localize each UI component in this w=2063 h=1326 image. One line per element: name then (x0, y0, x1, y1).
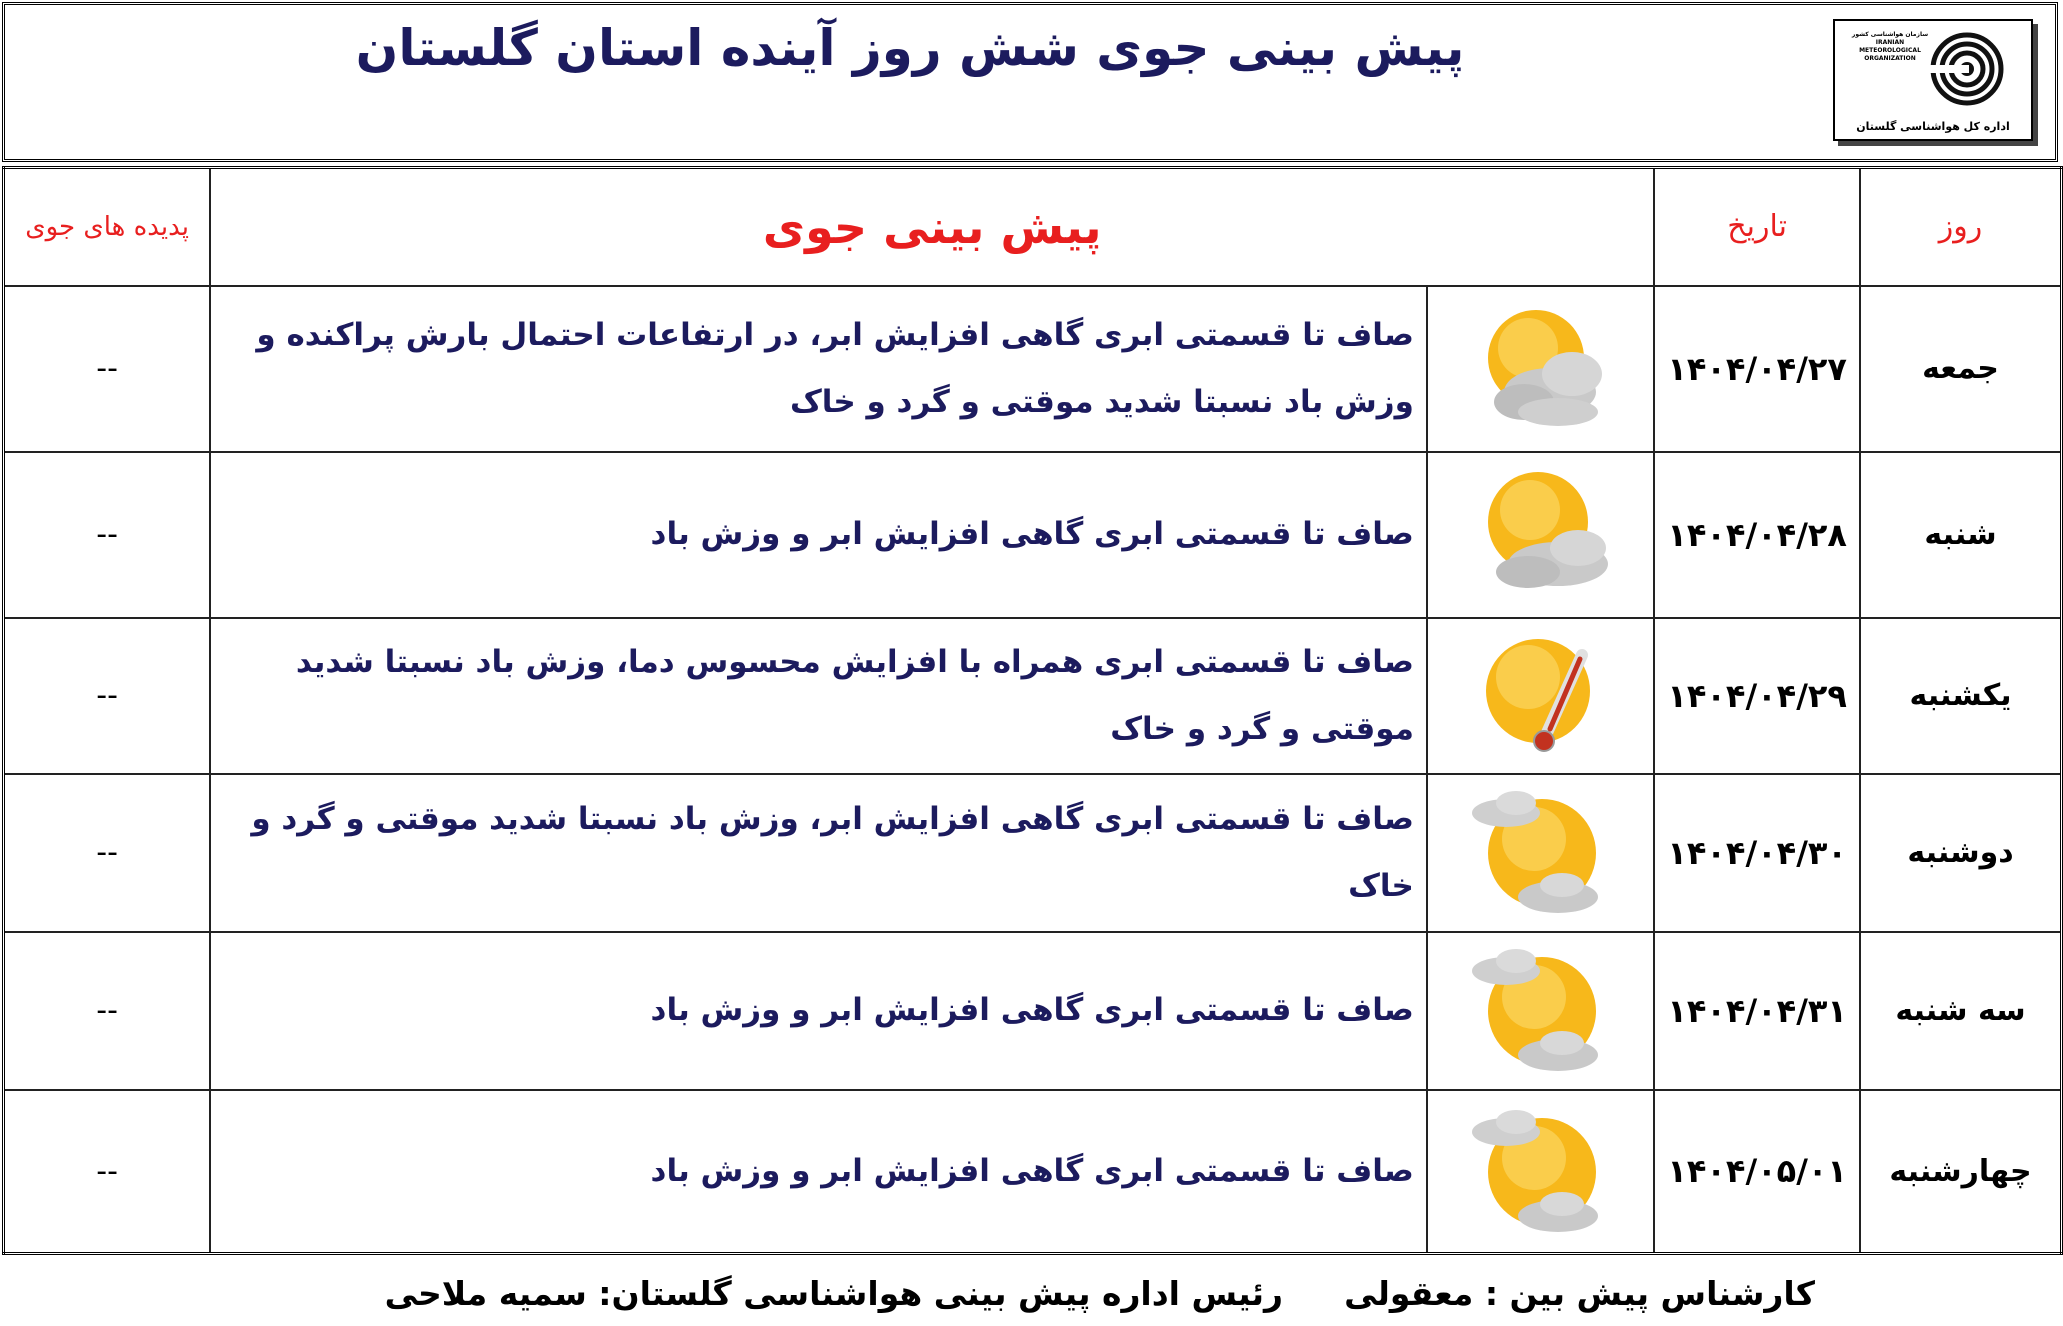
weather-icon-cell (1427, 286, 1654, 452)
table-row (4, 452, 2062, 618)
forecast-description: صاف تا قسمتی ابری همراه با افزایش محسوس دما، وزش باد نسبتا شدید موقتی و گرد و خاک (210, 618, 1427, 774)
footer (0, 1274, 2063, 1326)
phenomena-cell: -- (4, 618, 211, 774)
date-cell: ۱۴۰۴/۰۵/۰۱ (1654, 1090, 1860, 1254)
forecast-description: صاف تا قسمتی ابری گاهی افزایش ابر، در ارتفاعات احتمال بارش پراکنده و وزش باد نسبتا شدید موقتی و گرد و خاک (210, 286, 1427, 452)
day-cell: یکشنبه (1860, 618, 2061, 774)
day-cell: جمعه (1860, 286, 2061, 452)
date-cell: ۱۴۰۴/۰۴/۳۰ (1654, 774, 1860, 932)
hot-sun-icon (1466, 623, 1616, 769)
date-cell: ۱۴۰۴/۰۴/۳۱ (1654, 932, 1860, 1090)
page-title: پیش بینی جوی شش روز آینده استان گلستان (355, 19, 1465, 77)
date-cell: ۱۴۰۴/۰۴/۲۸ (1654, 452, 1860, 618)
column-header-forecast: پیش بینی جوی (210, 168, 1654, 286)
logo-caption: اداره کل هواشناسی گلستان (1856, 120, 2010, 133)
partly-cloudy-icon (1466, 294, 1616, 444)
logo-emblem-icon (1917, 29, 2017, 109)
day-cell: سه شنبه (1860, 932, 2061, 1090)
organization-logo (1833, 19, 2033, 141)
forecast-description: صاف تا قسمتی ابری گاهی افزایش ابر، وزش باد نسبتا شدید موقتی و گرد و خاک (210, 774, 1427, 932)
partly-cloudy-icon (1466, 460, 1616, 610)
date-cell: ۱۴۰۴/۰۴/۲۷ (1654, 286, 1860, 452)
day-cell: چهارشنبه (1860, 1090, 2061, 1254)
forecast-description: صاف تا قسمتی ابری گاهی افزایش ابر و وزش باد (210, 932, 1427, 1090)
table-header-row (4, 168, 2062, 286)
table-row (4, 618, 2062, 774)
table-row (4, 932, 2062, 1090)
day-cell: شنبه (1860, 452, 2061, 618)
forecast-table (2, 166, 2063, 1255)
title-box (2, 2, 2058, 162)
table-row (4, 1090, 2062, 1254)
phenomena-cell: -- (4, 774, 211, 932)
day-cell: دوشنبه (1860, 774, 2061, 932)
weather-icon-cell (1427, 618, 1654, 774)
forecast-description: صاف تا قسمتی ابری گاهی افزایش ابر و وزش باد (210, 452, 1427, 618)
phenomena-cell: -- (4, 1090, 211, 1254)
sun-with-clouds-icon (1466, 779, 1616, 927)
weather-icon-cell (1427, 1090, 1654, 1254)
column-header-date: تاریخ (1654, 168, 1860, 286)
phenomena-cell: -- (4, 286, 211, 452)
phenomena-cell: -- (4, 452, 211, 618)
sun-with-clouds-icon (1466, 1096, 1616, 1246)
logo-text: سازمان هواشناسی کشور IRANIAN METEOROLOGICAL ORGANIZATION (1851, 31, 1929, 62)
table-row (4, 774, 2062, 932)
sun-with-clouds-icon (1466, 937, 1616, 1085)
table-row (4, 286, 2062, 452)
weather-icon-cell (1427, 932, 1654, 1090)
date-cell: ۱۴۰۴/۰۴/۲۹ (1654, 618, 1860, 774)
weather-icon-cell (1427, 452, 1654, 618)
head-signature: رئیس اداره پیش بینی هواشناسی گلستان: سمیه ملاحی (384, 1274, 1283, 1313)
forecaster-signature: کارشناس پیش بین : معقولی (1344, 1274, 1815, 1313)
column-header-day: روز (1860, 168, 2061, 286)
phenomena-cell: -- (4, 932, 211, 1090)
column-header-phenomena: پدیده های جوی (4, 168, 211, 286)
weather-icon-cell (1427, 774, 1654, 932)
forecast-description: صاف تا قسمتی ابری گاهی افزایش ابر و وزش باد (210, 1090, 1427, 1254)
